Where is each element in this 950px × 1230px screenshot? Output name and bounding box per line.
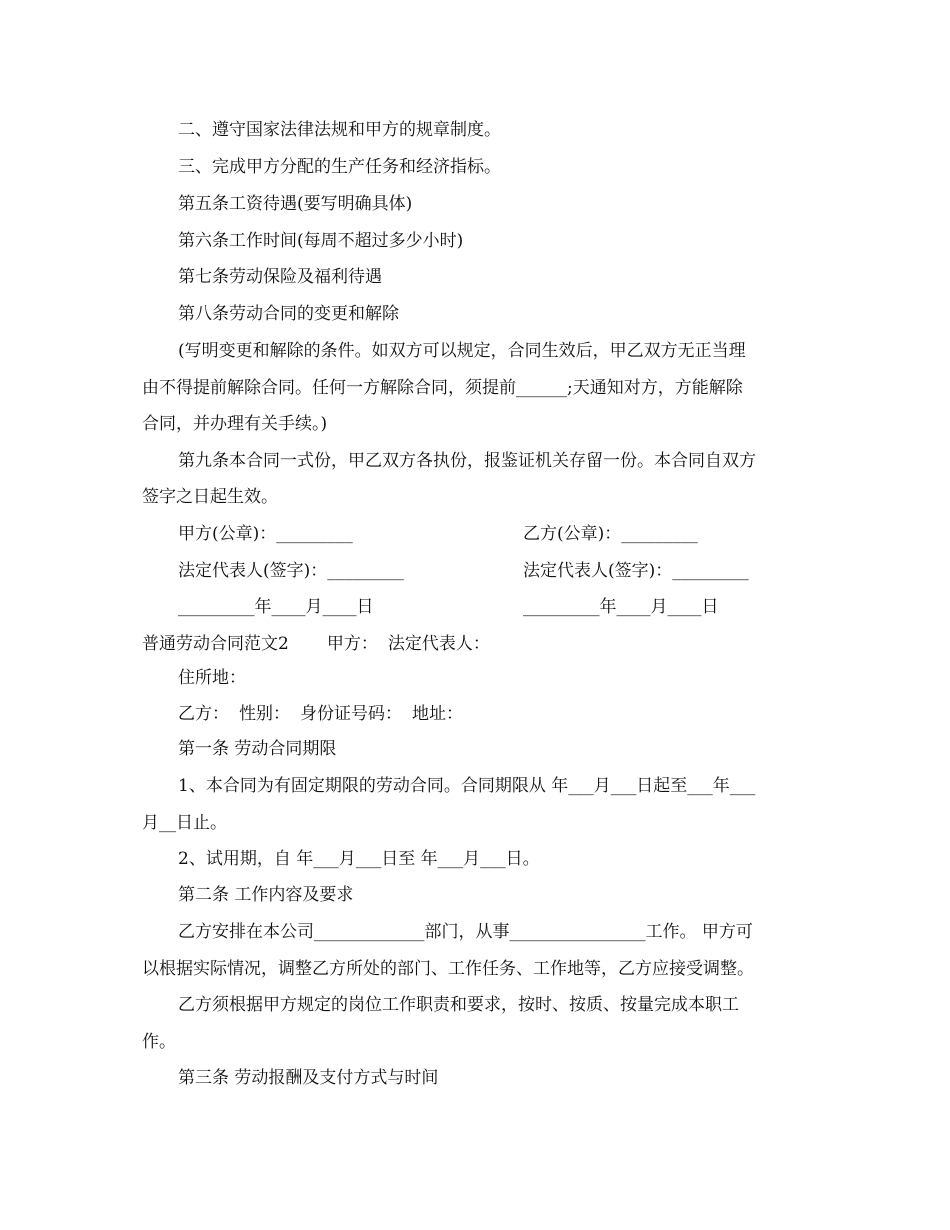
article-1-term-line-2: 月__日止。 <box>142 813 227 833</box>
article-7-heading: 第七条劳动保险及福利待遇 <box>178 267 382 287</box>
party-b-label: 乙方： <box>178 704 229 724</box>
party-b-info-line <box>178 703 463 725</box>
party-b-date: _________年____月____日 <box>523 597 719 617</box>
party-a-date: _________年____月____日 <box>178 597 374 617</box>
party-b-representative: 法定代表人(签字)：_________ <box>523 561 749 581</box>
legal-rep-label: 法定代表人： <box>387 634 490 654</box>
contract-2-title: 普通劳动合同范文2 <box>142 634 289 654</box>
id-number-label: 身份证号码： <box>300 704 402 724</box>
article-8-text-line-1: (写明变更和解除的条件。如双方可以规定，合同生效后，甲乙双方无正当理 <box>178 341 746 361</box>
party-b-seal: 乙方(公章)：_________ <box>523 524 698 544</box>
article-9-line-2: 签字之日起生效。 <box>142 487 278 507</box>
gender-label: 性别： <box>239 704 290 724</box>
article-2-text-line-1: 乙方安排在本公司_____________部门，从事________________工作。 甲方可 <box>178 922 753 942</box>
article-1-term-line-1: 1、本合同为有固定期限的劳动合同。合同期限从 年___月___日起至___年___ <box>178 776 756 796</box>
party-a-representative: 法定代表人(签字)：_________ <box>178 561 404 581</box>
article-8-text-line-3: 合同，并办理有关手续。) <box>142 414 328 434</box>
contract-2-header-line <box>142 633 490 655</box>
article-1-heading: 第一条 劳动合同期限 <box>178 739 337 759</box>
party-a-seal: 甲方(公章)：_________ <box>178 524 353 544</box>
article-5-heading: 第五条工资待遇(要写明确具体) <box>178 194 413 214</box>
article-8-heading: 第八条劳动合同的变更和解除 <box>178 304 399 324</box>
article-2-heading: 第二条 工作内容及要求 <box>178 885 354 905</box>
article-1-probation: 2、试用期，自 年___月___日至 年___月___日。 <box>178 849 540 869</box>
address-label: 住所地： <box>178 668 246 688</box>
paragraph-complete-tasks: 三、完成甲方分配的生产任务和经济指标。 <box>178 157 501 177</box>
article-8-text-line-2: 由不得提前解除合同。任何一方解除合同，须提前______;天通知对方，方能解除 <box>142 378 743 398</box>
article-3-heading: 第三条 劳动报酬及支付方式与时间 <box>178 1068 439 1088</box>
party-a-label: 甲方： <box>326 634 378 654</box>
paragraph-obey-laws: 二、遵守国家法律法规和甲方的规章制度。 <box>178 120 501 140</box>
article-6-heading: 第六条工作时间(每周不超过多少小时) <box>178 231 464 251</box>
article-2-duty-line-2: 作。 <box>142 1032 176 1052</box>
article-2-duty-line-1: 乙方须根据甲方规定的岗位工作职责和要求，按时、按质、按量完成本职工 <box>178 995 739 1015</box>
party-b-address-label: 地址： <box>412 704 463 724</box>
article-2-text-line-2: 以根据实际情况，调整乙方所处的部门、工作任务、工作地等，乙方应接受调整。 <box>142 959 754 979</box>
article-9-line-1: 第九条本合同一式份，甲乙双方各执份，报鉴证机关存留一份。本合同自双方 <box>178 451 756 471</box>
